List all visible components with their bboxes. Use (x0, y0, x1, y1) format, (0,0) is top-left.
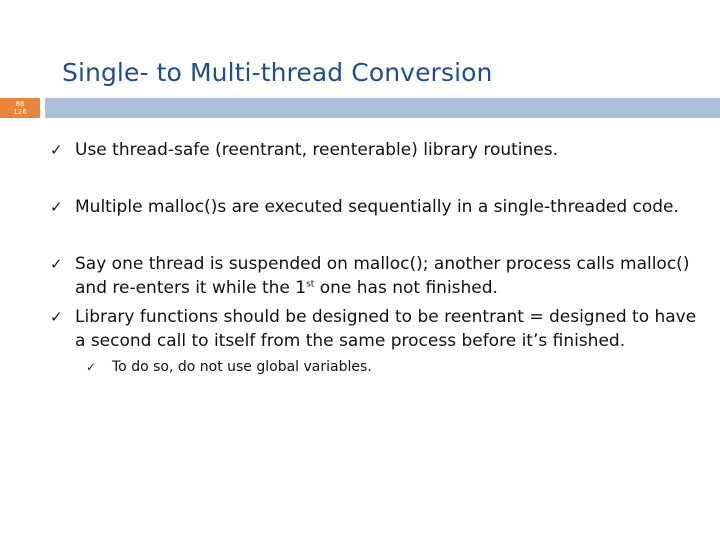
checkmark-icon: ✓ (86, 360, 97, 374)
bullet-thread-suspended (50, 252, 705, 300)
bullet-text (75, 252, 705, 300)
sub-bullet-no-global-variables (86, 357, 696, 377)
bullet-text: Use thread-safe (reentrant, reenterable) library routines. (75, 140, 559, 160)
bullet-reentrant-design (50, 305, 705, 353)
bullet-text-start: Say one thread is suspended on malloc(); another process calls malloc() and re-enters it while the 1 (75, 254, 690, 298)
bullet-text: Multiple malloc()s are executed sequentially in a single-threaded code. (75, 197, 679, 217)
slide-number: 86 126 (13, 99, 27, 116)
checkmark-icon: ✓ (50, 198, 63, 216)
bullet-malloc-sequential (50, 195, 705, 219)
bullet-text-end: one has not finished. (314, 278, 498, 298)
slide-number-badge (0, 98, 40, 118)
title-accent-bar (45, 98, 720, 118)
bullet-text: Library functions should be designed to be reentrant = designed to have a second call to itself from the same process before it’s finished. (75, 307, 697, 351)
checkmark-icon: ✓ (50, 255, 63, 273)
checkmark-icon: ✓ (50, 141, 63, 159)
slide-title: Single- to Multi-thread Conversion (62, 58, 493, 87)
checkmark-icon: ✓ (50, 308, 63, 326)
bullet-thread-safe-routines (50, 138, 705, 162)
ordinal-superscript: st (306, 279, 315, 290)
sub-bullet-text: To do so, do not use global variables. (112, 359, 372, 375)
